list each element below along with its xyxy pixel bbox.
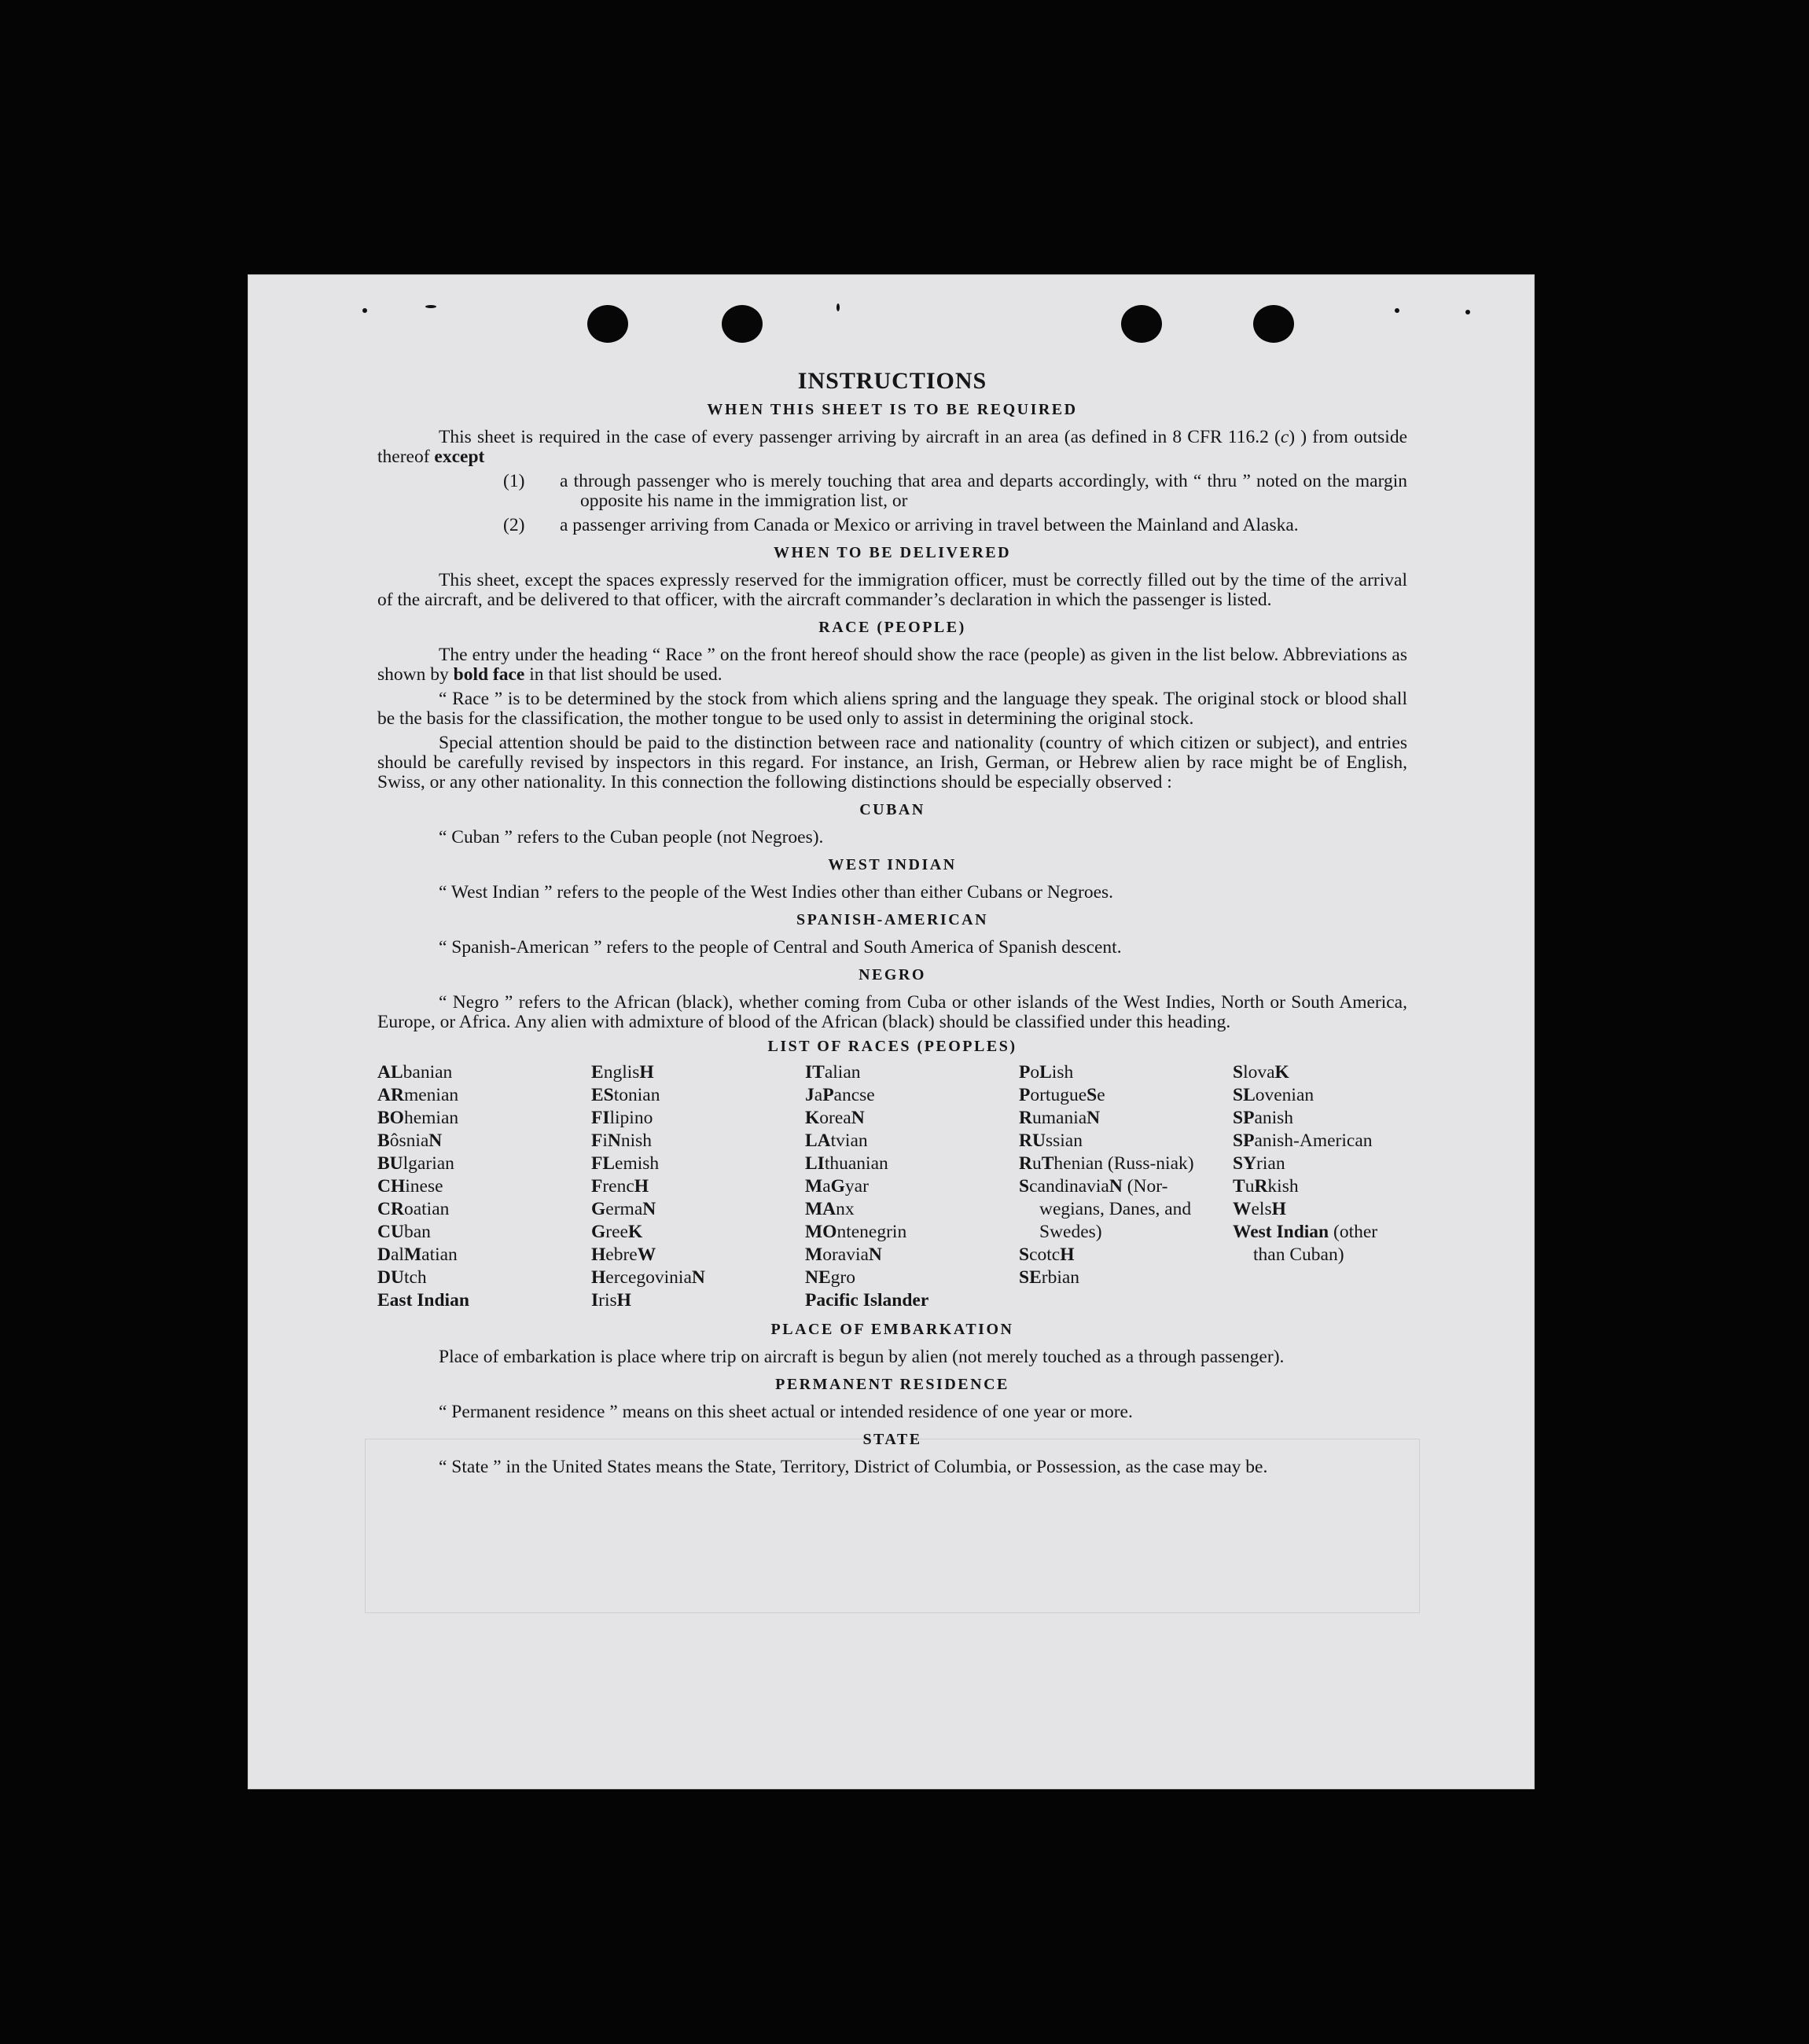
race-entry: SYrian	[1233, 1153, 1285, 1174]
race-entry: West Indian (other than Cuban)	[1233, 1222, 1378, 1265]
punch-hole	[722, 305, 763, 343]
race-entry: FiNnish	[591, 1130, 653, 1151]
speck-mark	[1465, 310, 1470, 314]
race-entry: IrisH	[591, 1290, 631, 1311]
race-entry: EnglisH	[591, 1062, 654, 1083]
race-paragraph-2: “ Race ” is to be determined by the stock from which aliens spring and the language they speak. The original stock or blood shall be the basis for the classification, the mother tongue to be used only to assist in determining the original stock.	[377, 689, 1407, 729]
residence-text: “ Permanent residence ” means on this sheet actual or intended residence of one year or more.	[439, 1402, 1133, 1422]
negro-text: “ Negro ” refers to the African (black), whether coming from Cuba or other islands of the West Indies, North or South America, Europe, or Africa. Any alien with admixture of blood of the African (black) should be classified under this heading.	[377, 992, 1407, 1032]
race-entry: CUban	[377, 1222, 431, 1242]
race-entry: RuThenian (Russ-niak)	[1019, 1153, 1194, 1174]
race-entry: MOntenegrin	[805, 1222, 907, 1242]
race-entry: MAnx	[805, 1199, 855, 1219]
race-entry: BUlgarian	[377, 1153, 454, 1174]
race-entry: HercegoviniaN	[591, 1267, 705, 1288]
speck-mark	[425, 305, 436, 308]
races-column	[1233, 1061, 1407, 1312]
heading-embarkation: PLACE OF EMBARKATION	[770, 1321, 1014, 1338]
races-column	[805, 1061, 1019, 1312]
heading-delivered: WHEN TO BE DELIVERED	[773, 544, 1012, 561]
race-entry: SLovenian	[1233, 1085, 1314, 1105]
speck-mark	[362, 308, 367, 313]
speck-mark	[1395, 308, 1399, 313]
race-entry: ScandinaviaN (Nor-wegians, Danes, and Swedes)	[1019, 1176, 1192, 1242]
heading-race: RACE (PEOPLE)	[818, 619, 966, 636]
race-entry: FLemish	[591, 1153, 660, 1174]
race-entry: ScotcH	[1019, 1244, 1075, 1265]
heading-negro: NEGRO	[859, 966, 926, 983]
races-column	[591, 1061, 805, 1312]
race-entry: ITalian	[805, 1062, 861, 1083]
heading-spanish-american: SPANISH-AMERICAN	[796, 911, 989, 928]
race-entry: PoLish	[1019, 1062, 1074, 1083]
heading-cuban: CUBAN	[859, 801, 925, 818]
race-paragraph-3: Special attention should be paid to the distinction between race and nationality (country of which citizen or subject), and entries should be carefully revised by inspectors in this regard. For instance, an Irish, German, or Hebrew alien by race might be of English, Swiss, or any other nationality. In this connection the following distinctions should be especially observed :	[377, 733, 1407, 792]
cuban-text: “ Cuban ” refers to the Cuban people (not Negroes).	[439, 827, 824, 847]
race-entry: JaPancse	[805, 1085, 875, 1105]
embarkation-text: Place of embarkation is place where trip on aircraft is begun by alien (not merely touched as a through passenger).	[439, 1347, 1285, 1367]
instructions-text	[377, 368, 1407, 1482]
race-entry: SPanish-American	[1233, 1130, 1373, 1151]
race-entry: MaGyar	[805, 1176, 869, 1197]
spanish-american-text: “ Spanish-American ” refers to the people of Central and South America of Spanish descent.	[439, 937, 1122, 958]
race-entry: DalMatian	[377, 1244, 458, 1265]
race-entry: NEgro	[805, 1267, 855, 1288]
races-column	[377, 1061, 591, 1312]
heading-west-indian: WEST INDIAN	[828, 856, 957, 873]
heading-state: STATE	[862, 1431, 922, 1448]
punch-hole	[1121, 305, 1162, 343]
race-paragraph-1: The entry under the heading “ Race ” on the front hereof should show the race (people) as given in the list below. Abbreviations as shown by bold face in that list should be used.	[377, 645, 1407, 685]
race-entry: FrencH	[591, 1176, 649, 1197]
race-entry: SPanish	[1233, 1108, 1294, 1128]
race-entry: CRoatian	[377, 1199, 450, 1219]
required-item-1: (1) a through passenger who is merely touching that area and departs accordingly, with “ thru ” noted on the margin opposite his name in the immigration list, or	[503, 471, 1407, 511]
race-entry: PortugueSe	[1019, 1085, 1105, 1105]
race-entry: BOhemian	[377, 1108, 459, 1128]
punch-hole	[1253, 305, 1294, 343]
race-entry: CHinese	[377, 1176, 443, 1197]
page-title: INSTRUCTIONS	[797, 368, 987, 394]
race-entry: RUssian	[1019, 1130, 1083, 1151]
race-entry: LAtvian	[805, 1130, 868, 1151]
heading-list-of-races: LIST OF RACES (PEOPLES)	[767, 1038, 1017, 1055]
races-column	[1019, 1061, 1233, 1312]
speck-mark	[836, 303, 840, 311]
state-text: “ State ” in the United States means the State, Territory, District of Columbia, or Possession, as the case may be.	[439, 1457, 1268, 1477]
race-entry: DUtch	[377, 1267, 427, 1288]
race-entry: KoreaN	[805, 1108, 865, 1128]
west-indian-text: “ West Indian ” refers to the people of the West Indies other than either Cubans or Negroes.	[439, 882, 1114, 903]
race-entry: RumaniaN	[1019, 1108, 1101, 1128]
document-page	[248, 274, 1535, 1789]
required-item-2: (2) a passenger arriving from Canada or Mexico or arriving in travel between the Mainland and Alaska.	[503, 515, 1299, 535]
races-list	[377, 1061, 1407, 1312]
race-entry: Pacific Islander	[805, 1290, 929, 1311]
race-entry: GreeK	[591, 1222, 643, 1242]
race-entry: TuRkish	[1233, 1176, 1299, 1197]
race-entry: WelsH	[1233, 1199, 1286, 1219]
race-entry: BôsniaN	[377, 1130, 443, 1151]
heading-residence: PERMANENT RESIDENCE	[775, 1376, 1009, 1393]
heading-required: WHEN THIS SHEET IS TO BE REQUIRED	[707, 401, 1078, 418]
delivered-text: This sheet, except the spaces expressly reserved for the immigration officer, must be correctly filled out by the time of the arrival of the aircraft, and be delivered to that officer, with the aircraft commander’s declaration in which the passenger is listed.	[377, 570, 1407, 610]
race-entry: LIthuanian	[805, 1153, 888, 1174]
race-entry: East Indian	[377, 1290, 469, 1311]
race-entry: EStonian	[591, 1085, 660, 1105]
race-entry: SlovaK	[1233, 1062, 1289, 1083]
race-entry: ALbanian	[377, 1062, 453, 1083]
race-entry: SErbian	[1019, 1267, 1080, 1288]
race-entry: GermaN	[591, 1199, 656, 1219]
race-entry: ARmenian	[377, 1085, 459, 1105]
required-intro: This sheet is required in the case of every passenger arriving by aircraft in an area (as defined in 8 CFR 116.2 (c) ) from outside thereof except	[377, 427, 1407, 467]
punch-hole	[587, 305, 628, 343]
race-entry: MoraviaN	[805, 1244, 882, 1265]
race-entry: HebreW	[591, 1244, 656, 1265]
race-entry: FIlipino	[591, 1108, 653, 1128]
